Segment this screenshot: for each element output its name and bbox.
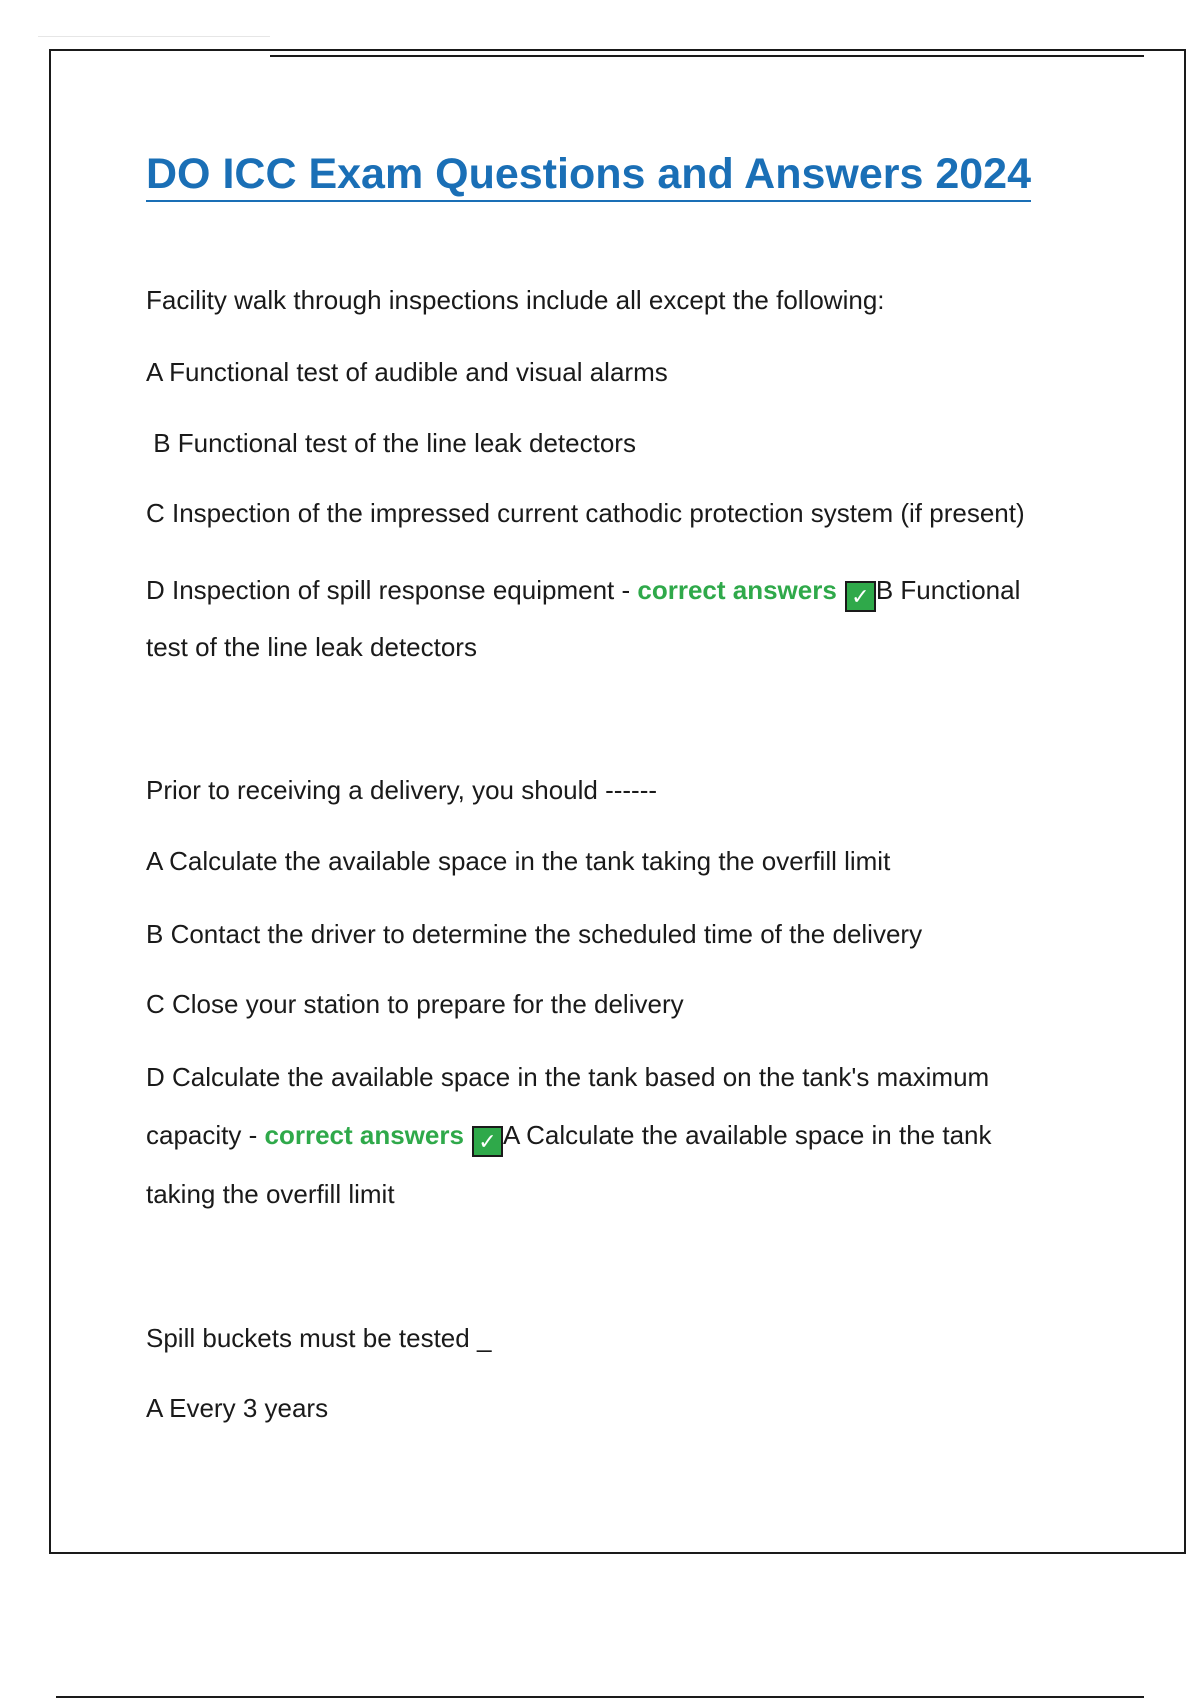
question-2-option-d: D Calculate the available space in the tank based on the tank's maximum — [146, 1062, 990, 1092]
question-1-option-d-line — [146, 573, 1020, 612]
top-rule — [270, 55, 1144, 57]
question-1-prompt: Facility walk through inspections include all except the following: — [146, 285, 885, 315]
correct-answers-label: correct answers — [637, 575, 837, 605]
check-mark-icon: ✓ — [845, 581, 876, 612]
question-2-option-b: B Contact the driver to determine the scheduled time of the delivery — [146, 919, 923, 949]
question-1-answer: B Functional — [875, 575, 1021, 605]
question-2-option-d-continued: capacity - — [146, 1120, 265, 1150]
question-2-answer-continued: taking the overfill limit — [146, 1179, 395, 1209]
question-2-prompt: Prior to receiving a delivery, you should ------ — [146, 775, 658, 805]
question-1-option-b: B Functional test of the line leak detectors — [146, 428, 636, 458]
question-2-answer: A Calculate the available space in the tank — [502, 1120, 992, 1150]
question-1-option-a: A Functional test of audible and visual alarms — [146, 357, 668, 387]
question-2-option-d-continued-line — [146, 1118, 992, 1157]
check-mark-icon: ✓ — [472, 1126, 503, 1157]
question-3-option-a: A Every 3 years — [146, 1393, 329, 1423]
bottom-rule — [56, 1696, 1144, 1698]
question-2-option-c: C Close your station to prepare for the delivery — [146, 989, 684, 1019]
question-1-answer-continued: test of the line leak detectors — [146, 632, 477, 662]
question-2-option-a: A Calculate the available space in the tank taking the overfill limit — [146, 846, 891, 876]
question-1-option-c: C Inspection of the impressed current cathodic protection system (if present) — [146, 498, 1025, 528]
correct-answers-label: correct answers — [264, 1120, 464, 1150]
question-3-prompt: Spill buckets must be tested _ — [146, 1323, 492, 1353]
faint-header-line — [38, 36, 270, 37]
document-title: DO ICC Exam Questions and Answers 2024 — [146, 148, 1031, 202]
question-1-option-d: D Inspection of spill response equipment - — [146, 575, 638, 605]
